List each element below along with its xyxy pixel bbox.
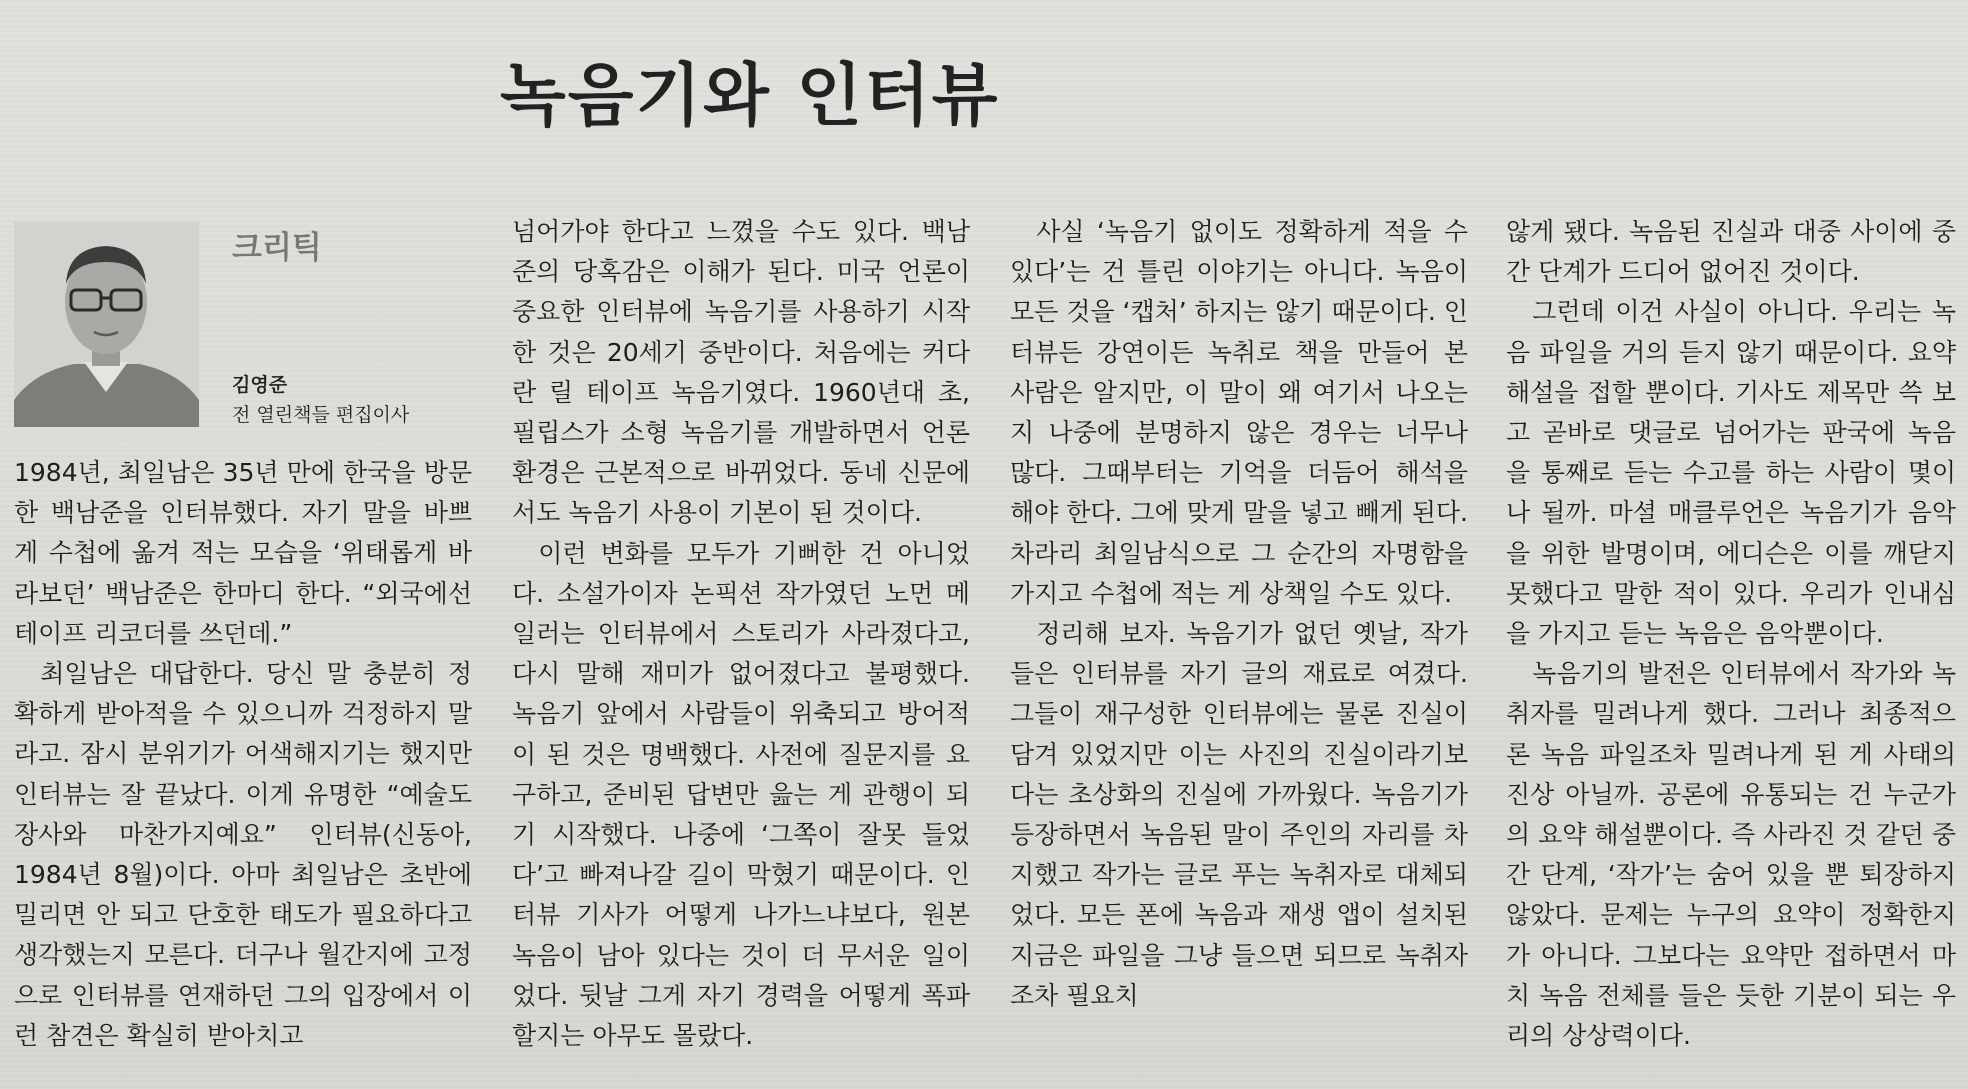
- author-name: 김영준: [232, 374, 288, 396]
- paragraph: 이런 변화를 모두가 기뻐한 건 아니었다. 소설가이자 논픽션 작가였던 노먼 메일러는 인터뷰에서 스토리가 사라졌다고, 다시 말해 재미가 없어졌다고 불평했다. 녹음기 앞에서 사람들이 위축되고 방어적이 된 것은 명백했다. 사전에 질문지를 요구하고, 준비된 답변만 읊는 게 관행이 되기 시작했다. 나중에 ‘그쪽이 잘못 들었다’고 빠져나갈 길이 막혔기 때문이다. 인터뷰 기사가 어떻게 나가느냐보다, 원본 녹음이 남아 있다는 것이 더 무서운 일이었다. 뒷날 그게 자기 경력을 어떻게 폭파할지는 아무도 몰랐다.: [512, 538, 970, 1051]
- article-column-1: [14, 453, 472, 1056]
- article-column-2: [512, 212, 970, 1056]
- headline: 녹음기와 인터뷰: [500, 56, 1000, 136]
- author-title: 전 열린책들 편집이사: [232, 404, 410, 426]
- article-column-3: [1010, 212, 1468, 1016]
- author-photo: [14, 222, 199, 427]
- paragraph: 그런데 이건 사실이 아니다. 우리는 녹음 파일을 거의 듣지 않기 때문이다. 요약 해설을 접할 뿐이다. 기사도 제목만 쓱 보고 곧바로 댓글로 넘어가는 판국에 녹음을 통째로 듣는 수고를 하는 사람이 몇이나 될까. 마셜 매클루언은 녹음기가 음악을 위한 발명이며, 에디슨은 이를 깨닫지 못했다고 말한 적이 있다. 우리가 인내심을 가지고 듣는 녹음은 음악뿐이다.: [1506, 297, 1956, 649]
- paragraph: 1984년, 최일남은 35년 만에 한국을 방문한 백남준을 인터뷰했다. 자기 말을 바쁘게 수첩에 옮겨 적는 모습을 ‘위태롭게 바라보던’ 백남준은 한마디 한다. “외국에선 테이프 리코더를 쓰던데.”: [14, 458, 472, 648]
- paragraph: 최일남은 대답한다. 당신 말 충분히 정확하게 받아적을 수 있으니까 걱정하지 말라고. 잠시 분위기가 어색해지기는 했지만 인터뷰는 잘 끝났다. 이게 유명한 “예술도 장사와 마찬가지예요” 인터뷰(신동아, 1984년 8월)이다. 아마 최일남은 초반에 밀리면 안 되고 단호한 태도가 필요하다고 생각했는지 모른다. 더구나 월간지에 고정으로 인터뷰를 연재하던 그의 입장에서 이런 참견은 확실히 받아치고: [14, 659, 472, 1050]
- paragraph: 정리해 보자. 녹음기가 없던 옛날, 작가들은 인터뷰를 자기 글의 재료로 여겼다. 그들이 재구성한 인터뷰에는 물론 진실이 담겨 있었지만 이는 사진의 진실이라기보다는 초상화의 진실에 가까웠다. 녹음기가 등장하면서 녹음된 말이 주인의 자리를 차지했고 작가는 글로 푸는 녹취자로 대체되었다. 모든 폰에 녹음과 재생 앱이 설치된 지금은 파일을 그냥 들으면 되므로 녹취자조차 필요치: [1010, 619, 1468, 1010]
- paragraph: 녹음기의 발전은 인터뷰에서 작가와 녹취자를 밀려나게 했다. 그러나 최종적으론 녹음 파일조차 밀려나게 된 게 사태의 진상 아닐까. 공론에 유통되는 건 누군가의 요약 해설뿐이다. 즉 사라진 것 같던 중간 단계, ‘작가’는 숨어 있을 뿐 퇴장하지 않았다. 문제는 누구의 요약이 정확한지가 아니다. 그보다는 요약만 접하면서 마치 녹음 전체를 들은 듯한 기분이 되는 우리의 상상력이다.: [1506, 659, 1956, 1051]
- paragraph: 넘어가야 한다고 느꼈을 수도 있다. 백남준의 당혹감은 이해가 된다. 미국 언론이 중요한 인터뷰에 녹음기를 사용하기 시작한 것은 20세기 중반이다. 처음에는 커다란 릴 테이프 녹음기였다. 1960년대 초, 필립스가 소형 녹음기를 개발하면서 언론 환경은 근본적으로 바뀌었다. 동네 신문에서도 녹음기 사용이 기본이 된 것이다.: [512, 217, 970, 528]
- article-column-4: [1506, 212, 1956, 1056]
- paragraph: 않게 됐다. 녹음된 진실과 대중 사이에 중간 단계가 드디어 없어진 것이다.: [1506, 217, 1956, 287]
- paragraph: 사실 ‘녹음기 없이도 정확하게 적을 수 있다’는 건 틀린 이야기는 아니다. 녹음이 모든 것을 ‘캡처’ 하지는 않기 때문이다. 인터뷰든 강연이든 녹취로 책을 만들어 본 사람은 알지만, 이 말이 왜 여기서 나오는지 나중에 분명하지 않은 경우는 너무나 많다. 그때부터는 기억을 더듬어 해석을 해야 한다. 그에 맞게 말을 넣고 빼게 된다. 차라리 최일남식으로 그 순간의 자명함을 가지고 수첩에 적는 게 상책일 수도 있다.: [1010, 217, 1468, 608]
- section-label: 크리틱: [232, 230, 322, 266]
